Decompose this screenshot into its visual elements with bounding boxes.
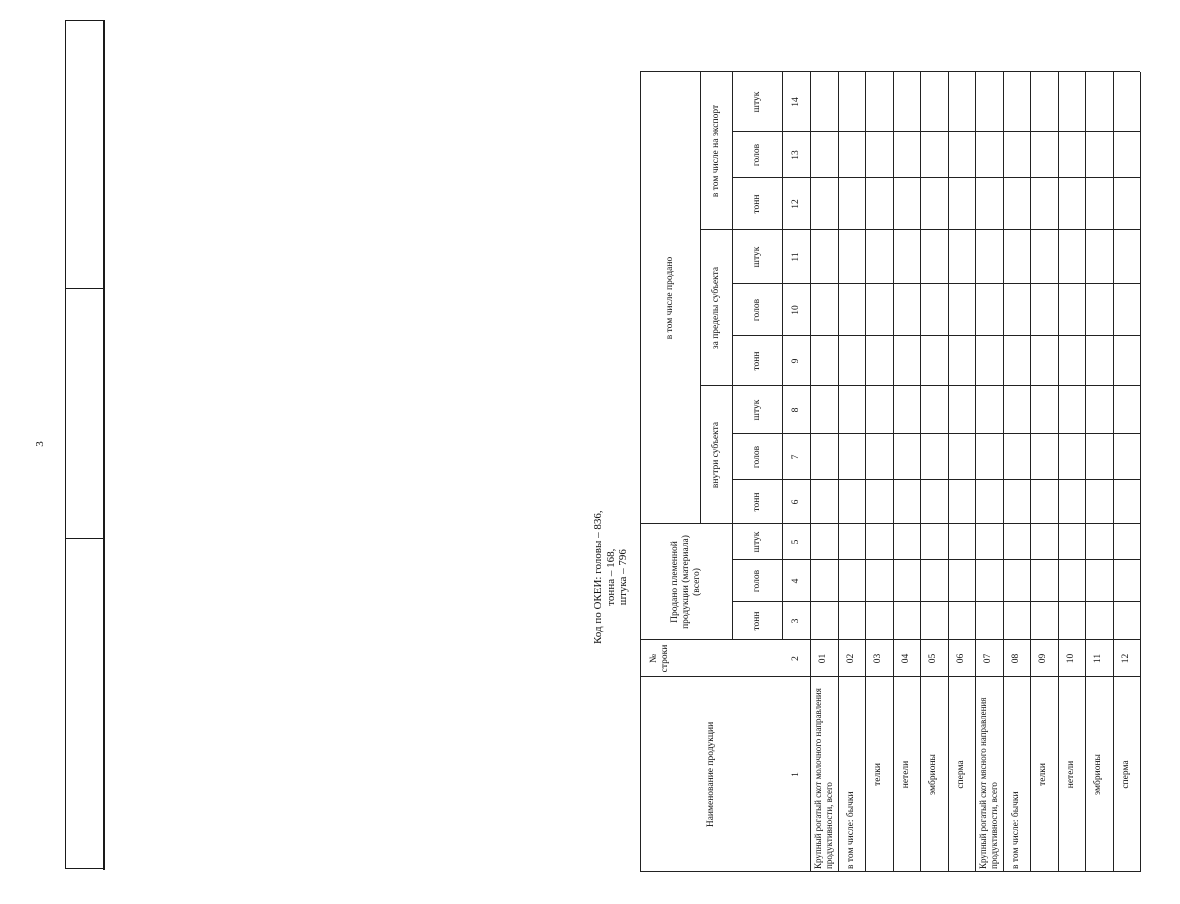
column-number: 6 [790, 499, 801, 505]
unit-header: штук [751, 91, 762, 113]
row-label: телки [1038, 763, 1049, 786]
column-number: 2 [790, 656, 801, 661]
column-number: 1 [790, 772, 801, 777]
stamp-line-4 [65, 868, 105, 869]
stamp-line-2 [65, 538, 105, 539]
page-number: 3 [34, 441, 46, 447]
unit-header: тонн [751, 611, 762, 631]
row-label: Крупный рогатый скот молочного направления продуктивности, всего [812, 688, 834, 869]
column-number: 13 [790, 150, 801, 160]
row-number: 12 [1120, 653, 1131, 664]
stamp-line-3 [65, 20, 105, 21]
unit-header: голов [751, 298, 762, 322]
row-number: 03 [873, 653, 884, 664]
unit-header: голов [751, 143, 762, 167]
unit-header: штук [751, 399, 762, 421]
column-number: 9 [790, 358, 801, 364]
unit-header: тонн [751, 351, 762, 371]
statistics-form-table [592, 72, 1180, 872]
row-label: телки [873, 763, 884, 786]
unit-header: штук [751, 246, 762, 268]
row-number: 01 [818, 653, 829, 664]
okei-code [592, 510, 630, 644]
row-number: 11 [1093, 653, 1104, 664]
row-number: 08 [1010, 653, 1021, 664]
top-frame-left [103, 20, 105, 870]
okei-line-2: тонна – 168, [604, 548, 617, 606]
row-label: нетели [900, 760, 911, 789]
unit-header: тонн [751, 492, 762, 512]
column-number: 7 [790, 454, 801, 460]
row-label: эмбрионы [1093, 754, 1104, 795]
header-inside-region: внутри субъекта [710, 421, 721, 489]
stamp-line-1 [65, 288, 105, 289]
unit-header: голов [751, 445, 762, 469]
unit-header: тонн [751, 194, 762, 214]
column-number: 11 [790, 252, 801, 262]
unit-header: голов [751, 569, 762, 593]
row-number: 04 [900, 653, 911, 664]
unit-header: штук [751, 531, 762, 553]
header-export: в том числе на экспорт [710, 104, 721, 198]
row-number: 07 [983, 653, 994, 664]
column-number: 3 [790, 618, 801, 624]
row-label: нетели [1065, 760, 1076, 789]
column-number: 4 [790, 578, 801, 584]
column-number: 14 [790, 97, 801, 107]
header-row-no: № строки [649, 644, 670, 673]
column-number: 12 [790, 199, 801, 209]
header-including-sold: в том числе продано [664, 256, 675, 340]
row-number: 05 [928, 653, 939, 664]
row-number: 09 [1038, 653, 1049, 664]
row-number: 10 [1065, 653, 1076, 664]
row-divider [1140, 72, 1141, 872]
row-number: 02 [845, 653, 856, 664]
row-label: в том числе: бычки [1010, 791, 1021, 869]
column-number: 8 [790, 407, 801, 413]
header-outside-region: за пределы субъекта [710, 266, 721, 350]
header-sold-total: Продано племенной продукции (материала) (всего) [669, 535, 702, 629]
row-label: сперма [955, 760, 966, 789]
row-number: 06 [955, 653, 966, 664]
row-label: Крупный рогатый скот мясного направления продуктивности, всего [977, 697, 999, 869]
column-number: 10 [790, 305, 801, 315]
okei-line-1: Код по ОКЕИ: головы – 836, [592, 510, 604, 644]
row-label: в том числе: бычки [845, 791, 856, 869]
row-label: эмбрионы [928, 754, 939, 795]
stamp-line-5 [65, 20, 66, 869]
header-name: Наименование продукции [705, 721, 716, 828]
row-label: сперма [1120, 760, 1131, 789]
okei-line-3: штука – 796 [617, 549, 629, 606]
column-number: 5 [790, 539, 801, 545]
